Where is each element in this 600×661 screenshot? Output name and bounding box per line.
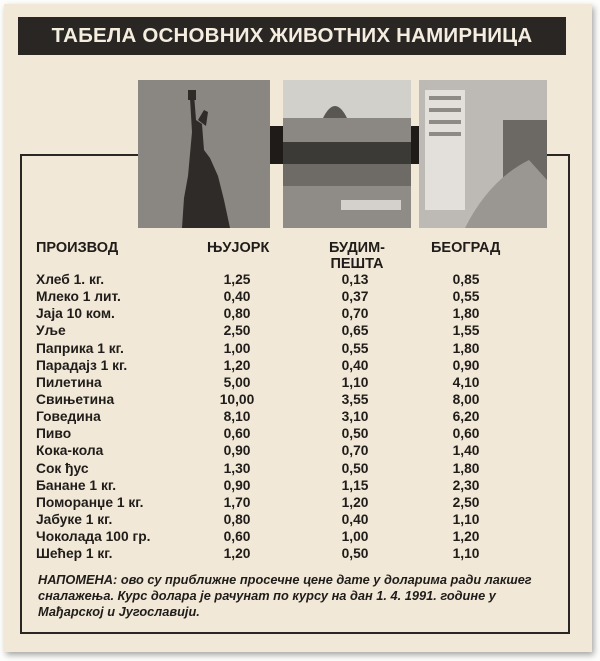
budapest-price: 0,50 — [341, 460, 369, 476]
product-cell: Јаја 10 ком. — [36, 306, 115, 322]
table-row — [0, 358, 600, 375]
statue-of-liberty-photo — [138, 80, 270, 228]
table-row — [0, 341, 600, 358]
product-cell: Кока-кола — [36, 443, 104, 459]
table-row — [0, 546, 600, 563]
new-york-price: 2,50 — [223, 323, 251, 339]
budapest-parliament-photo — [283, 80, 411, 228]
photo-divider — [270, 126, 283, 164]
product-cell: Паприка 1 кг. — [36, 340, 124, 356]
belgrade-price: 0,55 — [452, 289, 480, 305]
table-row — [0, 392, 600, 409]
belgrade-price: 1,80 — [452, 306, 480, 322]
belgrade-price: 1,20 — [452, 529, 480, 545]
budapest-price: 0,65 — [341, 323, 369, 339]
column-header-product: ПРОИЗВОД — [36, 240, 119, 256]
table-row — [0, 272, 600, 289]
belgrade-price: 1,80 — [452, 460, 480, 476]
budapest-price: 0,70 — [341, 306, 369, 322]
new-york-price: 0,40 — [223, 289, 251, 305]
column-header-belgrade: БЕОГРАД — [431, 240, 501, 256]
photo-divider — [411, 126, 419, 164]
new-york-price: 1,30 — [223, 460, 251, 476]
budapest-price: 0,13 — [341, 272, 369, 287]
new-york-price: 0,60 — [223, 529, 251, 545]
budapest-price: 0,40 — [341, 357, 369, 373]
column-header-budapest-line2: ПЕШТА — [330, 256, 384, 272]
new-york-price: 0,80 — [223, 306, 251, 322]
product-cell: Јабуке 1 кг. — [36, 511, 113, 527]
belgrade-price: 8,00 — [452, 391, 480, 407]
frame-top-right-line — [545, 154, 568, 156]
budapest-price: 0,37 — [341, 289, 369, 305]
product-cell: Свињетина — [36, 391, 115, 407]
table-row — [0, 289, 600, 306]
belgrade-price: 0,90 — [452, 357, 480, 373]
belgrade-price: 1,10 — [452, 511, 480, 527]
belgrade-price: 2,30 — [452, 477, 480, 493]
column-header-new-york: ЊУЈОРК — [207, 240, 270, 256]
belgrade-price: 1,40 — [452, 443, 480, 459]
footnote-text: ово су приближне просечне цене дате у доларима ради лакшег сналажења. Курс долара је рачунат по курсу на дан 1. 4. 1991. године у Мађарској и Југославији. — [38, 572, 532, 619]
table-row — [0, 306, 600, 323]
product-cell: Банане 1 кг. — [36, 477, 117, 493]
table-row — [0, 529, 600, 546]
new-york-price: 0,90 — [223, 477, 251, 493]
product-cell: Пиво — [36, 426, 72, 442]
product-cell: Млеко 1 лит. — [36, 289, 121, 305]
budapest-price: 0,55 — [341, 340, 369, 356]
budapest-price: 1,00 — [341, 529, 369, 545]
table-row — [0, 409, 600, 426]
belgrade-price: 0,85 — [452, 272, 480, 287]
belgrade-price: 1,80 — [452, 340, 480, 356]
new-york-price: 1,70 — [223, 494, 251, 510]
new-york-price: 1,00 — [223, 340, 251, 356]
new-york-price: 1,20 — [223, 357, 251, 373]
product-cell: Хлеб 1. кг. — [36, 272, 105, 287]
new-york-price: 8,10 — [223, 409, 251, 425]
footnote-label: НАПОМЕНА: — [38, 572, 118, 587]
table-row — [0, 323, 600, 340]
table-row — [0, 512, 600, 529]
product-cell: Чоколада 100 гр. — [36, 529, 151, 545]
column-header-budapest — [317, 240, 397, 272]
budapest-price: 3,55 — [341, 391, 369, 407]
price-table-body — [0, 272, 600, 563]
footnote — [38, 572, 550, 620]
table-row — [0, 495, 600, 512]
product-cell: Парадајз 1 кг. — [36, 357, 128, 373]
budapest-price: 1,10 — [341, 374, 369, 390]
table-title: ТАБЕЛА ОСНОВНИХ ЖИВОТНИХ НАМИРНИЦА — [18, 17, 566, 55]
table-row — [0, 478, 600, 495]
product-cell: Говедина — [36, 409, 101, 425]
budapest-price: 0,40 — [341, 511, 369, 527]
belgrade-price: 6,20 — [452, 409, 480, 425]
belgrade-price: 1,55 — [452, 323, 480, 339]
budapest-price: 3,10 — [341, 409, 369, 425]
new-york-price: 1,20 — [223, 546, 251, 562]
product-cell: Шећер 1 кг. — [36, 546, 113, 562]
new-york-price: 0,60 — [223, 426, 251, 442]
product-cell: Уље — [36, 323, 66, 339]
table-row — [0, 426, 600, 443]
product-cell: Поморанџе 1 кг. — [36, 494, 144, 510]
product-cell: Сок ђус — [36, 460, 89, 476]
budapest-price: 0,50 — [341, 546, 369, 562]
belgrade-price: 0,60 — [452, 426, 480, 442]
budapest-price: 0,50 — [341, 426, 369, 442]
new-york-price: 5,00 — [223, 374, 251, 390]
belgrade-price: 1,10 — [452, 546, 480, 562]
table-row — [0, 461, 600, 478]
new-york-price: 0,90 — [223, 443, 251, 459]
belgrade-street-photo — [419, 80, 547, 228]
column-header-budapest-line1: БУДИМ- — [328, 240, 385, 256]
belgrade-price: 2,50 — [452, 494, 480, 510]
product-cell: Пилетина — [36, 374, 102, 390]
table-row — [0, 375, 600, 392]
budapest-price: 0,70 — [341, 443, 369, 459]
new-york-price: 0,80 — [223, 511, 251, 527]
belgrade-price: 4,10 — [452, 374, 480, 390]
frame-top-left-line — [20, 154, 140, 156]
budapest-price: 1,15 — [341, 477, 369, 493]
table-row — [0, 443, 600, 460]
new-york-price: 10,00 — [219, 391, 255, 407]
new-york-price: 1,25 — [223, 272, 251, 287]
budapest-price: 1,20 — [341, 494, 369, 510]
